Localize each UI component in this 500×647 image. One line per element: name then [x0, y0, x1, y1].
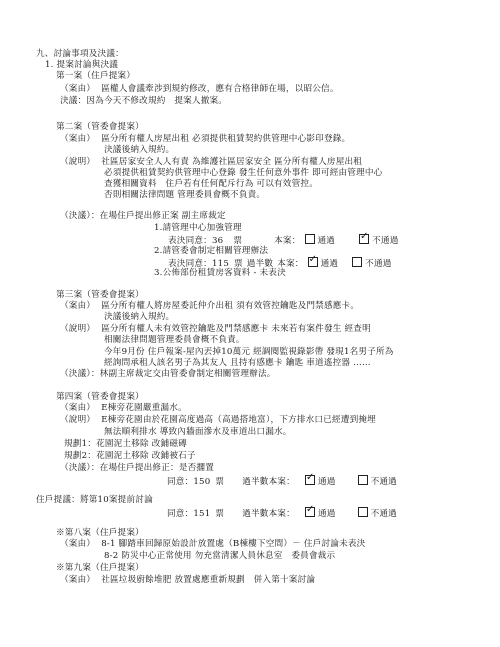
- fail-label: 不通過: [370, 477, 397, 487]
- case3-note-line1: 區分所有權人未有效管控鑰匙及門禁感應卡 未來若有案件發生 經查明: [101, 324, 371, 334]
- pass-label: 通過: [320, 259, 339, 269]
- case4-reason-text: E棟旁花園嚴重漏水。: [101, 403, 187, 413]
- vote-label: 表決同意：: [168, 236, 212, 246]
- case3-title: 第三案（管委會提案）: [56, 290, 144, 300]
- vote-count: 150: [193, 477, 211, 487]
- vote-count: 36: [211, 236, 224, 246]
- case1-reason-text: 區權人會議牽涉到規約修改，應有合格律師在場，以昭公信。: [101, 84, 339, 94]
- case3-note: [60, 324, 371, 335]
- case8-reason-label: （案由）: [60, 539, 96, 549]
- case4-note-line1: E棟旁花園由於花園高度過高（高過搭地富），下方排水口已經遭到掩埋: [101, 415, 376, 425]
- case4-title: 第四案（管委會提案）: [56, 392, 144, 402]
- pass-checkbox-checked: [305, 507, 315, 517]
- case8-item1: 8-1 腳踏車回歸原始設計放置處（B棟樓下空間）－ 住戶討論未表決: [101, 539, 366, 549]
- case2-reason-label: （案由）: [60, 134, 96, 144]
- vote-count: 151: [193, 509, 211, 519]
- case3-note-line4: 經詢問承租人該名男子為其友人 且持有感應卡 鑰匙 車道遙控器 ……: [104, 358, 371, 368]
- tenant-proposal-vote: [167, 507, 397, 520]
- case2-option2: 2.請管委會制定相關管理辦法: [154, 246, 269, 256]
- pass-label: 通過: [317, 477, 336, 487]
- section-heading: 九、討論事項及決議：: [36, 49, 124, 59]
- case3-resolution: [60, 369, 276, 380]
- case9-reason: [60, 575, 315, 586]
- sub-heading: 1. 提案討論與決議: [45, 60, 119, 70]
- vote-label: 同意：: [167, 477, 194, 487]
- case3-note-label: （說明）: [60, 324, 96, 334]
- case2-resolution-label: （決議）：: [60, 211, 100, 221]
- case3-reason-text: 區分所有權人將房屋委託仲介出租 須有效管控鑰匙及門禁感應卡。: [101, 301, 360, 311]
- case2-note-label: （說明）: [60, 157, 96, 167]
- vote-label: 同意：: [167, 509, 194, 519]
- case2-reason: [60, 134, 350, 145]
- vote-unit: 票: [233, 236, 243, 246]
- case4-plan2: [64, 451, 196, 462]
- case2-note-line3: 查獲相關資料 住戶若有任何配斥行為 可以有效管控。: [104, 179, 318, 189]
- case4-reason: [60, 403, 187, 414]
- case4-plan1: [64, 439, 187, 450]
- case3-reason: [60, 301, 359, 312]
- case3-resolution-text: 林副主席裁定交由管委會制定相關管理辦法。: [99, 369, 276, 379]
- case1-resolution-label: 決議：: [60, 96, 87, 106]
- vote-unit: 票: [215, 509, 225, 519]
- case9-reason-text: 社區垃圾廚餘堆肥 放置處應重新規劃 併入第十案討論: [101, 575, 316, 585]
- case1-reason: [60, 84, 339, 95]
- case4-reason-label: （案由）: [60, 403, 96, 413]
- case-label: 本案：: [277, 259, 304, 269]
- fail-checkbox: [358, 507, 368, 517]
- case3-resolution-label: （決議）：: [60, 369, 100, 379]
- case9-reason-label: （案由）: [60, 575, 96, 585]
- case3-reason-line2: 決議後納入規約。: [104, 312, 175, 322]
- case1-title: 第一案（住戶提案）: [56, 71, 136, 81]
- case2-note: [60, 157, 362, 168]
- case2-reason-text: 區分所有權人房屋出租 必須提供租賃契約供管理中心影印登錄。: [101, 134, 351, 144]
- case4-note: [60, 415, 376, 426]
- pass-checkbox-checked: [308, 257, 318, 267]
- half-label: 過半數本案：: [242, 477, 295, 487]
- vote-unit: 票: [215, 477, 225, 487]
- case4-note-label: （說明）: [60, 415, 96, 425]
- fail-label: 不通過: [370, 509, 397, 519]
- case9-title: ※第九案（住戶提案）: [56, 563, 144, 573]
- case2-title: 第二案（管委會提案）: [56, 122, 144, 132]
- case2-note-line1: 社區居家安全人人有責 為維護社區居家安全 區分所有權人房屋出租: [101, 157, 363, 167]
- half-label: 過半數本案：: [242, 509, 295, 519]
- case4-resolution-text: 在場住戶提出修正：是否擱置: [99, 463, 214, 473]
- vote-label: 表決同意：: [168, 259, 212, 269]
- pass-label: 通過: [317, 509, 336, 519]
- case4-resolution: [60, 463, 214, 474]
- plan1-text: 花園泥土移除 改鋪磁磚: [96, 439, 187, 449]
- fail-checkbox-checked: [359, 234, 369, 244]
- case4-vote: [167, 475, 397, 488]
- case2-resolution-intro: 在場住戶提出修正案 副主席裁定: [99, 211, 226, 221]
- case2-note-line4: 否則相關法律問題 管理委員會概不負責。: [104, 190, 266, 200]
- case1-reason-label: （案由）: [60, 84, 96, 94]
- fail-checkbox: [358, 475, 368, 485]
- case8-item2: 8-2 防災中心正常使用 勿充當清潔人員休息室 委員會裁示: [104, 551, 336, 561]
- plan2-label: 規劃2：: [64, 451, 97, 461]
- pass-checkbox: [305, 234, 315, 244]
- case4-resolution-label: （決議）：: [60, 463, 100, 473]
- case2-reason-line2: 決議後納入規約。: [104, 145, 175, 155]
- case2-option3: 3.公佈部份租賃房客資料 - 未表決: [154, 268, 286, 278]
- fail-label: 不通過: [372, 236, 399, 246]
- case2-note-line2: 必須提供租賃契約供管理中心登錄 發生任何意外事件 即可經由管理中心: [104, 168, 383, 178]
- vote-count: 115: [211, 259, 229, 269]
- case3-note-line2: 相關法律問題管理委員會概不負責。: [104, 335, 245, 345]
- case1-resolution-text: 因為今天不修改規約 提案人撤案。: [86, 96, 228, 106]
- fail-label: 不通過: [365, 259, 392, 269]
- pass-label: 通過: [317, 236, 336, 246]
- case2-resolution: [60, 211, 226, 222]
- plan2-text: 花園泥土移除 改鋪被石子: [96, 451, 196, 461]
- case4-note-line2: 無法順利排水 導致內牆面滲水及車道出口漏水。: [104, 427, 292, 437]
- fail-checkbox: [352, 257, 362, 267]
- case8-reason: [60, 539, 365, 550]
- case3-note-line3: 今年9月份 住戶報案-屋內丟掉10萬元 經調閱監視錄影帶 發現1名男子所為: [104, 347, 394, 357]
- vote-unit: 票: [234, 259, 243, 269]
- plan1-label: 規劃1：: [64, 439, 97, 449]
- tenant-proposal-title: 住戶提議：將第10案提前討論: [36, 495, 153, 505]
- case1-resolution: [60, 96, 227, 107]
- case8-title: ※第八案（住戶提案）: [56, 528, 144, 538]
- case3-reason-label: （案由）: [60, 301, 96, 311]
- pass-checkbox-checked: [305, 475, 315, 485]
- case-label: 本案：: [274, 236, 301, 246]
- case2-option1: 1.請管理中心加強管理: [154, 223, 242, 233]
- half-label: 過半數: [246, 259, 274, 269]
